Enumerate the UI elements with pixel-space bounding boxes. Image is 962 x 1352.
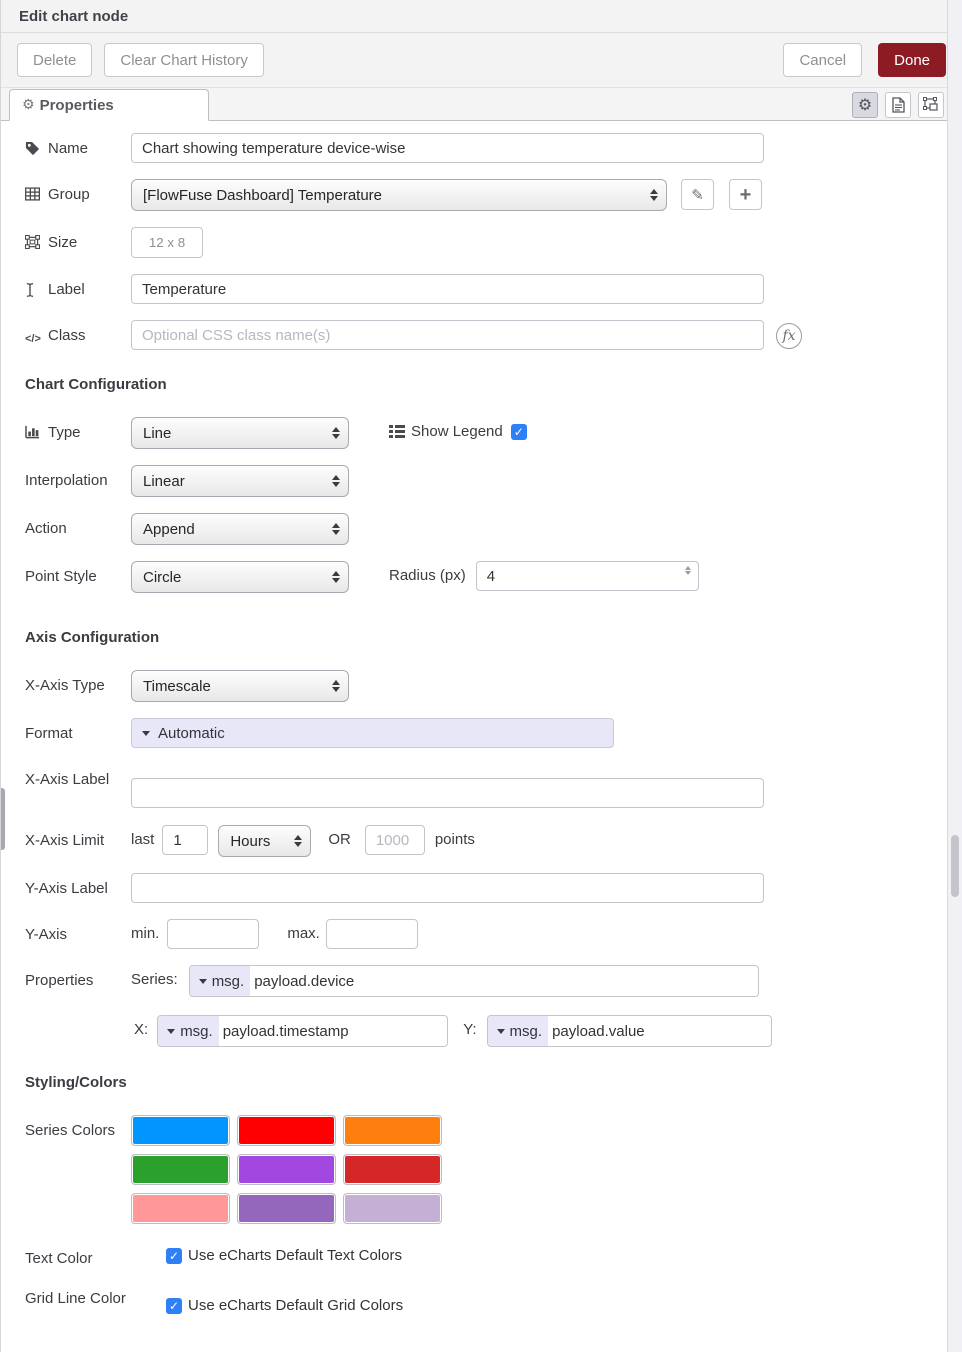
clear-chart-history-button[interactable]: Clear Chart History bbox=[104, 43, 264, 77]
action-label: Action bbox=[25, 520, 67, 537]
format-typed-input[interactable] bbox=[131, 718, 614, 748]
table-icon bbox=[25, 185, 41, 201]
class-label: Class bbox=[48, 327, 86, 344]
select-arrows-icon bbox=[332, 571, 340, 583]
plus-icon: + bbox=[739, 183, 752, 206]
legend-list-icon bbox=[389, 425, 405, 438]
x-axis-label-input[interactable] bbox=[131, 778, 764, 808]
grid-color-checkbox-label: Use eCharts Default Grid Colors bbox=[188, 1297, 404, 1314]
text-color-checkbox[interactable]: ✓ bbox=[166, 1248, 182, 1264]
action-select-value: Append bbox=[143, 520, 195, 538]
series-color-swatch-5[interactable] bbox=[237, 1154, 336, 1185]
point-style-select[interactable] bbox=[131, 561, 349, 593]
series-color-swatch-3[interactable] bbox=[343, 1115, 442, 1146]
series-color-swatch-6[interactable] bbox=[343, 1154, 442, 1185]
appearance-icon bbox=[923, 97, 939, 113]
x-property-value: payload.timestamp bbox=[222, 1022, 349, 1040]
y-axis-max-text: max. bbox=[287, 925, 320, 942]
tab-bar bbox=[1, 88, 962, 121]
properties-gear-icon: ⚙ bbox=[22, 97, 35, 113]
select-arrows-icon bbox=[332, 680, 340, 692]
series-prefix-label: msg. bbox=[211, 972, 245, 990]
series-value: payload.device bbox=[254, 972, 355, 990]
series-color-swatch-8[interactable] bbox=[237, 1193, 336, 1224]
y-property-text: Y: bbox=[463, 1021, 477, 1038]
interpolation-select-value: Linear bbox=[143, 472, 185, 490]
right-scrollbar-track[interactable] bbox=[947, 0, 962, 1352]
tab-properties-label: Properties bbox=[39, 96, 114, 114]
fx-icon: fx bbox=[776, 323, 802, 349]
series-color-swatch-1[interactable] bbox=[131, 1115, 230, 1146]
chart-configuration-heading: Chart Configuration bbox=[25, 376, 167, 393]
type-select[interactable] bbox=[131, 417, 349, 449]
delete-button[interactable]: Delete bbox=[17, 43, 92, 77]
properties-tab-button[interactable] bbox=[852, 92, 878, 118]
show-legend-label: Show Legend bbox=[411, 423, 503, 440]
x-property-prefix[interactable] bbox=[158, 1016, 219, 1046]
series-colors-label: Series Colors bbox=[25, 1122, 116, 1139]
number-spinner-icon[interactable] bbox=[685, 566, 691, 575]
format-value: Automatic bbox=[158, 724, 225, 742]
code-icon: </> bbox=[25, 333, 41, 345]
x-axis-limit-unit-select[interactable] bbox=[218, 825, 311, 857]
size-label-row bbox=[25, 227, 131, 253]
class-label-row bbox=[25, 320, 131, 349]
y-axis-label-input[interactable] bbox=[131, 873, 764, 903]
chevron-down-icon bbox=[142, 731, 150, 736]
series-typed-input[interactable] bbox=[189, 965, 759, 997]
x-property-typed-input[interactable] bbox=[157, 1015, 448, 1047]
edit-group-button[interactable] bbox=[681, 179, 714, 210]
action-label-row bbox=[25, 513, 131, 539]
dialog-toolbar bbox=[1, 33, 962, 88]
y-property-prefix[interactable] bbox=[488, 1016, 549, 1046]
dialog-title: Edit chart node bbox=[19, 7, 129, 25]
select-arrows-icon bbox=[294, 835, 302, 847]
point-style-label: Point Style bbox=[25, 568, 97, 585]
name-label: Name bbox=[48, 140, 89, 157]
size-button[interactable]: 12 x 8 bbox=[131, 227, 203, 258]
y-property-typed-input[interactable] bbox=[487, 1015, 772, 1047]
y-axis-min-input[interactable] bbox=[167, 919, 259, 949]
interpolation-select[interactable] bbox=[131, 465, 349, 497]
x-axis-limit-points-input[interactable] bbox=[365, 825, 425, 855]
x-property-text: X: bbox=[134, 1021, 149, 1038]
tab-properties[interactable] bbox=[9, 89, 209, 121]
x-axis-type-select[interactable] bbox=[131, 670, 349, 702]
x-axis-type-label-row bbox=[25, 670, 131, 696]
properties-label-row bbox=[25, 965, 131, 991]
text-color-label-row bbox=[25, 1243, 131, 1269]
chevron-down-icon bbox=[199, 979, 207, 984]
series-color-swatch-7[interactable] bbox=[131, 1193, 230, 1224]
x-axis-limit-value-input[interactable] bbox=[162, 825, 208, 855]
grid-color-label-row bbox=[25, 1283, 131, 1309]
format-label: Format bbox=[25, 725, 73, 742]
x-axis-label-label: X-Axis Label bbox=[25, 771, 110, 788]
add-group-button[interactable] bbox=[729, 179, 762, 210]
label-input[interactable] bbox=[131, 274, 764, 304]
x-axis-limit-label: X-Axis Limit bbox=[25, 832, 105, 849]
y-property-value: payload.value bbox=[552, 1022, 645, 1040]
radius-label: Radius (px) bbox=[389, 567, 466, 584]
left-scrollbar-thumb[interactable] bbox=[1, 788, 5, 850]
y-axis-label-label-row bbox=[25, 873, 131, 899]
x-axis-type-select-value: Timescale bbox=[143, 677, 211, 695]
done-button[interactable]: Done bbox=[878, 43, 946, 77]
x-axis-limit-unit-value: Hours bbox=[230, 832, 271, 850]
y-axis-min-text: min. bbox=[131, 925, 160, 942]
axis-configuration-heading: Axis Configuration bbox=[25, 629, 160, 646]
styling-colors-heading: Styling/Colors bbox=[25, 1074, 127, 1091]
x-axis-type-label: X-Axis Type bbox=[25, 677, 105, 694]
name-input[interactable] bbox=[131, 133, 764, 163]
xy-spacer bbox=[25, 1015, 131, 1021]
object-group-icon bbox=[25, 233, 41, 249]
y-prefix-label: msg. bbox=[509, 1022, 543, 1040]
select-arrows-icon bbox=[332, 427, 340, 439]
tag-icon bbox=[25, 139, 41, 156]
group-select-value: [FlowFuse Dashboard] Temperature bbox=[143, 186, 383, 204]
description-tab-button[interactable] bbox=[885, 92, 911, 118]
x-axis-limit-last-text: last bbox=[131, 831, 155, 848]
series-color-swatch-9[interactable] bbox=[343, 1193, 442, 1224]
format-label-row bbox=[25, 718, 131, 744]
dialog-header bbox=[1, 0, 962, 33]
x-axis-label-label-row bbox=[25, 764, 131, 790]
series-colors-grid bbox=[131, 1115, 442, 1224]
group-select[interactable] bbox=[131, 179, 667, 211]
series-prefix[interactable] bbox=[190, 966, 251, 996]
right-scrollbar-thumb[interactable] bbox=[951, 835, 959, 897]
label-label-row bbox=[25, 274, 131, 300]
properties-form bbox=[1, 121, 962, 1314]
group-label: Group bbox=[48, 186, 90, 203]
grid-color-label: Grid Line Color bbox=[25, 1290, 126, 1307]
point-style-select-value: Circle bbox=[143, 568, 182, 586]
type-label: Type bbox=[48, 424, 81, 441]
series-colors-label-row bbox=[25, 1115, 131, 1141]
y-axis-max-input[interactable] bbox=[326, 919, 418, 949]
series-text: Series: bbox=[131, 971, 178, 988]
group-label-row bbox=[25, 179, 131, 205]
gear-icon: ⚙ bbox=[857, 95, 873, 114]
point-style-label-row bbox=[25, 561, 131, 587]
x-axis-limit-or-text: OR bbox=[328, 831, 351, 848]
chevron-down-icon bbox=[167, 1029, 175, 1034]
label-label: Label bbox=[48, 281, 85, 298]
y-axis-range-label: Y-Axis bbox=[25, 926, 67, 943]
type-label-row bbox=[25, 417, 131, 443]
grid-color-checkbox[interactable]: ✓ bbox=[166, 1298, 182, 1314]
document-icon bbox=[891, 97, 905, 113]
properties-label: Properties bbox=[25, 972, 94, 989]
name-label-row bbox=[25, 133, 131, 159]
x-prefix-label: msg. bbox=[180, 1022, 213, 1040]
text-color-label: Text Color bbox=[25, 1250, 93, 1267]
chevron-down-icon bbox=[497, 1029, 505, 1034]
bar-chart-icon bbox=[25, 423, 41, 439]
series-color-swatch-4[interactable] bbox=[131, 1154, 230, 1185]
interpolation-label: Interpolation bbox=[25, 472, 108, 489]
x-axis-limit-label-row bbox=[25, 825, 131, 851]
radius-input[interactable] bbox=[476, 561, 699, 591]
text-cursor-icon bbox=[25, 280, 41, 298]
select-arrows-icon bbox=[650, 189, 658, 201]
show-legend-checkbox[interactable]: ✓ bbox=[511, 424, 527, 440]
pencil-icon: ✎ bbox=[691, 185, 704, 204]
size-label: Size bbox=[48, 234, 78, 251]
y-axis-label-label: Y-Axis Label bbox=[25, 880, 108, 897]
x-axis-limit-points-text: points bbox=[434, 831, 475, 848]
interpolation-label-row bbox=[25, 465, 131, 491]
appearance-tab-button[interactable] bbox=[918, 92, 944, 118]
select-arrows-icon bbox=[332, 475, 340, 487]
type-select-value: Line bbox=[143, 424, 172, 442]
action-select[interactable] bbox=[131, 513, 349, 545]
class-input[interactable] bbox=[131, 320, 764, 350]
select-arrows-icon bbox=[332, 523, 340, 535]
cancel-button[interactable]: Cancel bbox=[783, 43, 862, 77]
y-axis-range-label-row bbox=[25, 919, 131, 945]
text-color-checkbox-label: Use eCharts Default Text Colors bbox=[188, 1247, 402, 1264]
series-color-swatch-2[interactable] bbox=[237, 1115, 336, 1146]
